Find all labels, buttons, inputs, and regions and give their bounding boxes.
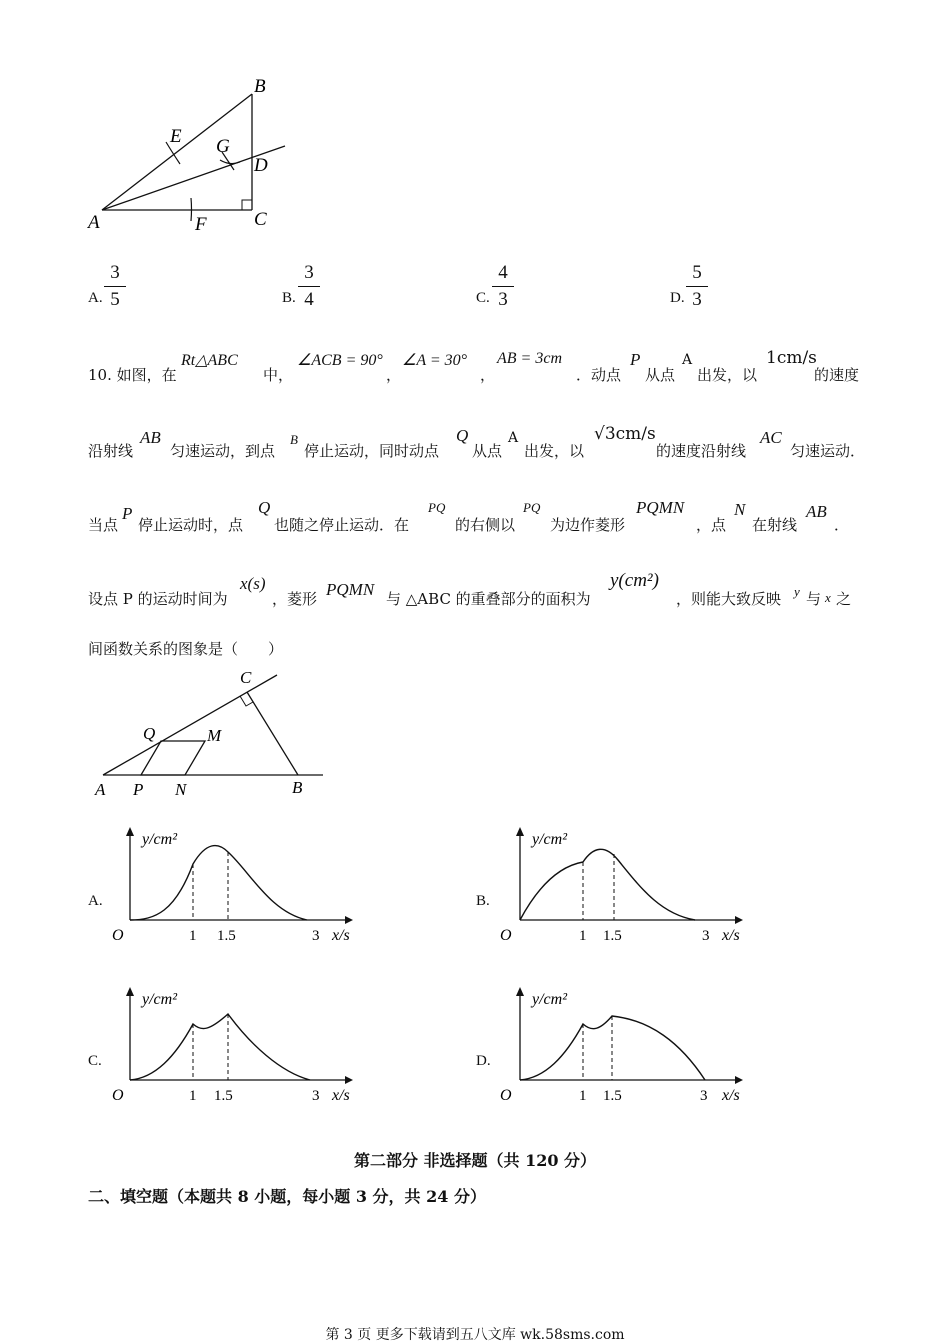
q10-l4-e: 与 [806, 590, 822, 608]
q10-l2-g: 匀速运动． [790, 442, 866, 460]
graph-a-xlabel: x/s [332, 927, 350, 944]
option-d-fraction [686, 262, 708, 311]
q10-l2-f: 的速度沿射线 [656, 442, 747, 460]
graph-d-tick-1-5: 1.5 [603, 1088, 622, 1104]
q10-l1-rt: Rt△ABC [181, 352, 238, 369]
q10-l2-a: 沿射线 [88, 442, 134, 460]
part2-title: 第二部分 非选择题（共 120 分） [353, 1151, 597, 1170]
q10-l1-b: 中， [263, 366, 294, 384]
graph-b-tick-3: 3 [702, 928, 710, 944]
q10-l3-P: P [122, 504, 133, 523]
q10-l1-P: P [630, 350, 641, 369]
graph-d-origin: O [500, 1087, 512, 1104]
fig-label-A: A [95, 780, 106, 799]
q10-l3-d: 的右侧以 [455, 516, 516, 534]
graph-d-label: D. [476, 1053, 491, 1069]
graph-b-tick-1: 1 [579, 928, 587, 944]
graph-a [100, 822, 370, 947]
label-C: C [254, 209, 267, 230]
graph-a-tick-3: 3 [312, 928, 320, 944]
q10-l1-sep1: ， [386, 366, 402, 384]
page-footer: 第 3 页 更多下载请到五八文库 wk.58sms.com [325, 1327, 625, 1343]
option-c-fraction [492, 262, 514, 311]
option-c-label: C. [476, 290, 490, 306]
graph-a-tick-1: 1 [189, 928, 197, 944]
q10-l3-c: 也随之停止运动．在 [274, 516, 410, 534]
graph-a-label: A. [88, 893, 103, 909]
q10-l3-PQMN: PQMN [636, 498, 685, 517]
graph-b-ylabel: y/cm² [532, 831, 567, 848]
q10-l2-b: 匀速运动，到点 [170, 442, 276, 460]
q10-l2-Q: Q [456, 426, 469, 445]
option-b-label: B. [282, 290, 296, 306]
q10-l3-PQ1: PQ [428, 500, 446, 515]
curve-a [130, 846, 307, 920]
q10-l1-d: ．动点 [576, 366, 622, 384]
fig-label-B: B [292, 778, 303, 797]
q10-l2-AB: AB [140, 428, 161, 447]
graph-a-ylabel: y/cm² [142, 831, 177, 848]
graph-b [490, 822, 760, 947]
right-angle-mark [242, 200, 252, 210]
q10-l1-speed: 1cm/s [766, 348, 817, 368]
graph-c-tick-1: 1 [189, 1088, 197, 1104]
q10-l1-sep2: ， [480, 366, 496, 384]
q10-l4-y: y(cm²) [610, 570, 659, 591]
q10-l1-a: 10. 如图，在 [88, 366, 177, 384]
option-b-num: 3 [304, 262, 314, 283]
graph-c-tick-1-5: 1.5 [214, 1088, 233, 1104]
option-a-fraction [104, 262, 126, 311]
graph-b-xlabel: x/s [722, 927, 740, 944]
q10-l2-B: B [290, 432, 298, 447]
graph-d-ylabel: y/cm² [532, 991, 567, 1008]
q10-l3-h: ． [834, 516, 850, 534]
q10-l3-a: 当点 [88, 516, 119, 534]
graph-b-tick-1-5: 1.5 [603, 928, 622, 944]
label-B: B [254, 76, 266, 97]
graph-c-origin: O [112, 1087, 124, 1104]
q10-l4-b: ，菱形 [272, 590, 318, 608]
arc-G2 [220, 160, 240, 164]
q10-l3-e: 为边作菱形 [550, 516, 626, 534]
arc-F [191, 198, 192, 221]
graph-c-ylabel: y/cm² [142, 991, 177, 1008]
graph-d [490, 982, 760, 1107]
q10-l3-b: 停止运动时，点 [138, 516, 244, 534]
q10-l3-PQ2: PQ [523, 500, 541, 515]
q10-l2-e: 出发，以 [524, 442, 585, 460]
graph-a-origin: O [112, 927, 124, 944]
q10-l4-a: 设点 P 的运动时间为 [88, 590, 228, 608]
label-A: A [88, 212, 100, 233]
option-a-den: 5 [110, 289, 120, 310]
graph-c [100, 982, 370, 1107]
q10-l1-e: 从点 [645, 366, 676, 384]
graph-c-label: C. [88, 1053, 102, 1069]
q10-l1-f: 出发，以 [697, 366, 758, 384]
option-d-num: 5 [692, 262, 702, 283]
q10-l1-angle-a: ∠A = 30° [402, 352, 468, 369]
q10-l1-A: A [682, 352, 693, 368]
option-b-den: 4 [304, 289, 314, 310]
rhombus-figure [85, 665, 335, 805]
rhombus-PQMN [141, 741, 205, 775]
graph-d-tick-1: 1 [579, 1088, 587, 1104]
fig-label-N: N [175, 780, 187, 799]
q10-l3-f: ，点 [696, 516, 727, 534]
q10-l1-angle-acb: ∠ACB = 90° [297, 352, 383, 369]
option-a-num: 3 [110, 262, 120, 283]
q10-l4-PQMN: PQMN [326, 580, 375, 599]
option-d-den: 3 [692, 289, 702, 310]
label-E: E [170, 126, 182, 147]
label-F: F [195, 214, 207, 235]
q10-l2-c: 停止运动，同时动点 [304, 442, 440, 460]
fig-label-P: P [133, 780, 144, 799]
q10-l4-x: x(s) [240, 574, 266, 593]
option-c-num: 4 [498, 262, 508, 283]
q10-l4-x2: x [825, 590, 831, 605]
q10-l3-N: N [734, 500, 746, 519]
curve-c [130, 1014, 310, 1080]
graph-a-tick-1-5: 1.5 [217, 928, 236, 944]
q10-l2-A: A [508, 430, 519, 446]
q10-l3-AB: AB [806, 502, 827, 521]
option-d-label: D. [670, 290, 685, 306]
graph-d-tick-3: 3 [700, 1088, 708, 1104]
q10-l1-ab: AB = 3cm [497, 350, 562, 367]
label-G: G [216, 136, 230, 157]
section2-title: 二、填空题（本题共 8 小题，每小题 3 分，共 24 分） [88, 1187, 486, 1206]
q10-l4-d: ，则能大致反映 [676, 590, 782, 608]
q10-l2-speed: √3cm/s [594, 424, 656, 444]
graph-d-xlabel: x/s [722, 1087, 740, 1104]
graph-c-tick-3: 3 [312, 1088, 320, 1104]
triangle-figure [80, 70, 310, 240]
fig-label-Q: Q [143, 724, 156, 743]
side-CB [247, 692, 298, 775]
q10-l3-Q: Q [258, 498, 271, 517]
q10-l4-y2: y [794, 584, 800, 599]
ray-AC [103, 675, 277, 775]
fig-label-C: C [240, 668, 252, 687]
q10-l1-g: 的速度 [814, 366, 860, 384]
curve-b [520, 849, 695, 920]
q10-l4-f: 之 [836, 590, 852, 608]
q10-l4-c: 与 △ABC 的重叠部分的面积为 [386, 590, 591, 608]
graph-b-origin: O [500, 927, 512, 944]
label-D: D [254, 155, 268, 176]
fig-label-M: M [207, 726, 222, 745]
graph-c-xlabel: x/s [332, 1087, 350, 1104]
q10-l5: 间函数关系的图象是（ ） [88, 640, 284, 658]
option-b-fraction [298, 262, 320, 311]
q10-l3-g: 在射线 [752, 516, 798, 534]
q10-l2-AC: AC [760, 428, 782, 447]
option-a-label: A. [88, 290, 103, 306]
graph-b-label: B. [476, 893, 490, 909]
q10-l2-d: 从点 [472, 442, 503, 460]
option-c-den: 3 [498, 289, 508, 310]
